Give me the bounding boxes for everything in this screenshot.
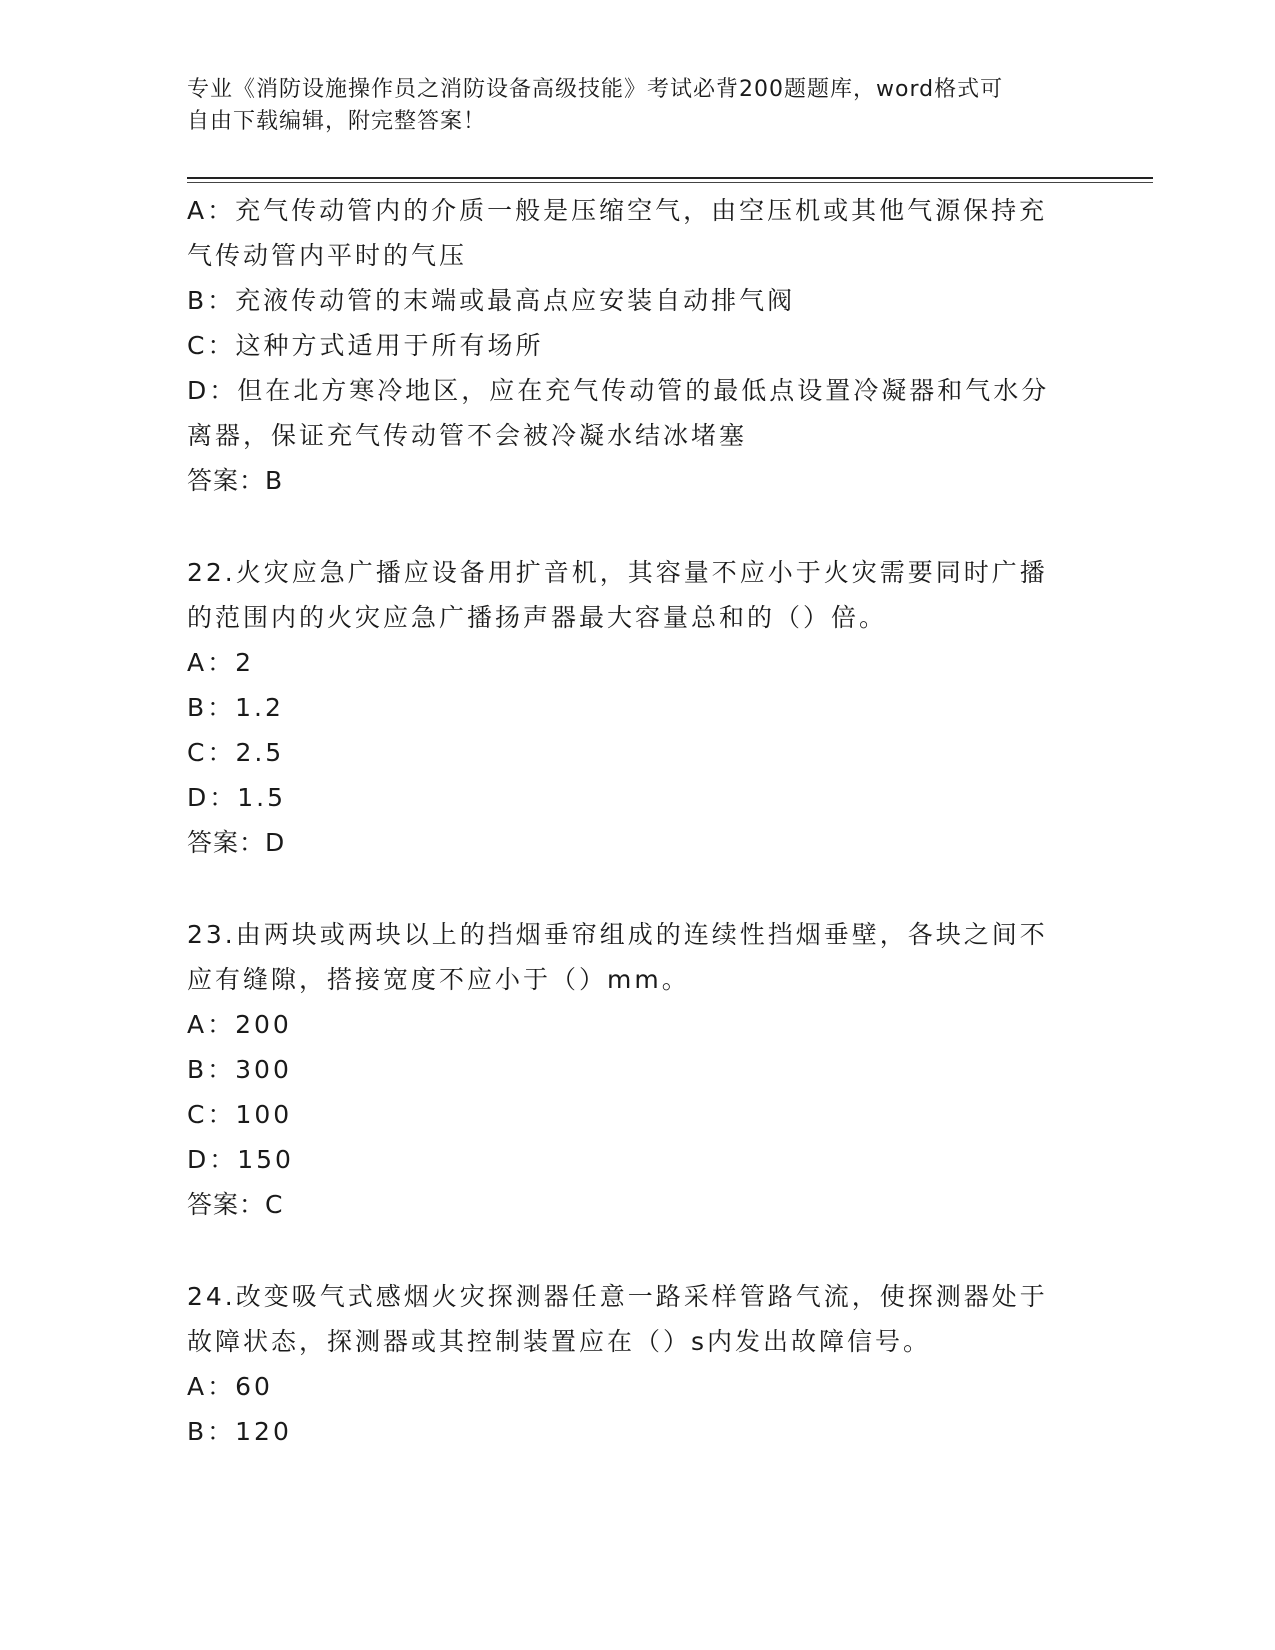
question-stem-line-2: 应有缝隙，搭接宽度不应小于（）mm。 (187, 965, 690, 994)
option-c: C：100 (187, 1100, 293, 1129)
document-body (187, 188, 1077, 1454)
option-a-line-2: 气传动管内平时的气压 (187, 241, 468, 270)
option-a: A：60 (187, 1372, 273, 1401)
question-stem-line-1: 22.火灾应急广播应设备用扩音机，其容量不应小于火灾需要同时广播 (187, 558, 1048, 587)
header-divider-thin (187, 182, 1153, 183)
option-a: A：2 (187, 648, 255, 677)
option-a: A：200 (187, 1010, 292, 1039)
option-b: B：120 (187, 1417, 292, 1446)
question-24 (187, 1274, 1077, 1454)
option-c: C：这种方式适用于所有场所 (187, 331, 544, 360)
option-d: D：150 (187, 1145, 294, 1174)
header-divider-thick (187, 177, 1153, 179)
option-c: C：2.5 (187, 738, 285, 767)
option-b: B：1.2 (187, 693, 284, 722)
answer: 答案：B (187, 466, 284, 495)
header-line-1: 专业《消防设施操作员之消防设备高级技能》考试必背200题题库，word格式可 (187, 77, 1004, 102)
document-header (187, 74, 1067, 138)
option-d: D：1.5 (187, 783, 287, 812)
question-21-options (187, 188, 1077, 503)
option-b: B：充液传动管的末端或最高点应安装自动排气阀 (187, 286, 796, 315)
spacer (187, 865, 1077, 912)
question-23 (187, 912, 1077, 1227)
answer: 答案：C (187, 1190, 284, 1219)
question-22 (187, 550, 1077, 865)
option-a-line-1: A：充气传动管内的介质一般是压缩空气，由空压机或其他气源保持充 (187, 196, 1048, 225)
header-line-2: 自由下载编辑，附完整答案！ (187, 109, 487, 134)
option-b: B：300 (187, 1055, 292, 1084)
question-stem-line-2: 的范围内的火灾应急广播扬声器最大容量总和的（）倍。 (187, 603, 888, 632)
option-d-line-1: D：但在北方寒冷地区，应在充气传动管的最低点设置冷凝器和气水分 (187, 376, 1050, 405)
option-d-line-2: 离器，保证充气传动管不会被冷凝水结冰堵塞 (187, 421, 748, 450)
spacer (187, 503, 1077, 550)
spacer (187, 1227, 1077, 1274)
question-stem-line-1: 23.由两块或两块以上的挡烟垂帘组成的连续性挡烟垂壁，各块之间不 (187, 920, 1048, 949)
question-stem-line-2: 故障状态，探测器或其控制装置应在（）s内发出故障信号。 (187, 1327, 932, 1356)
answer: 答案：D (187, 828, 286, 857)
question-stem-line-1: 24.改变吸气式感烟火灾探测器任意一路采样管路气流，使探测器处于 (187, 1282, 1048, 1311)
